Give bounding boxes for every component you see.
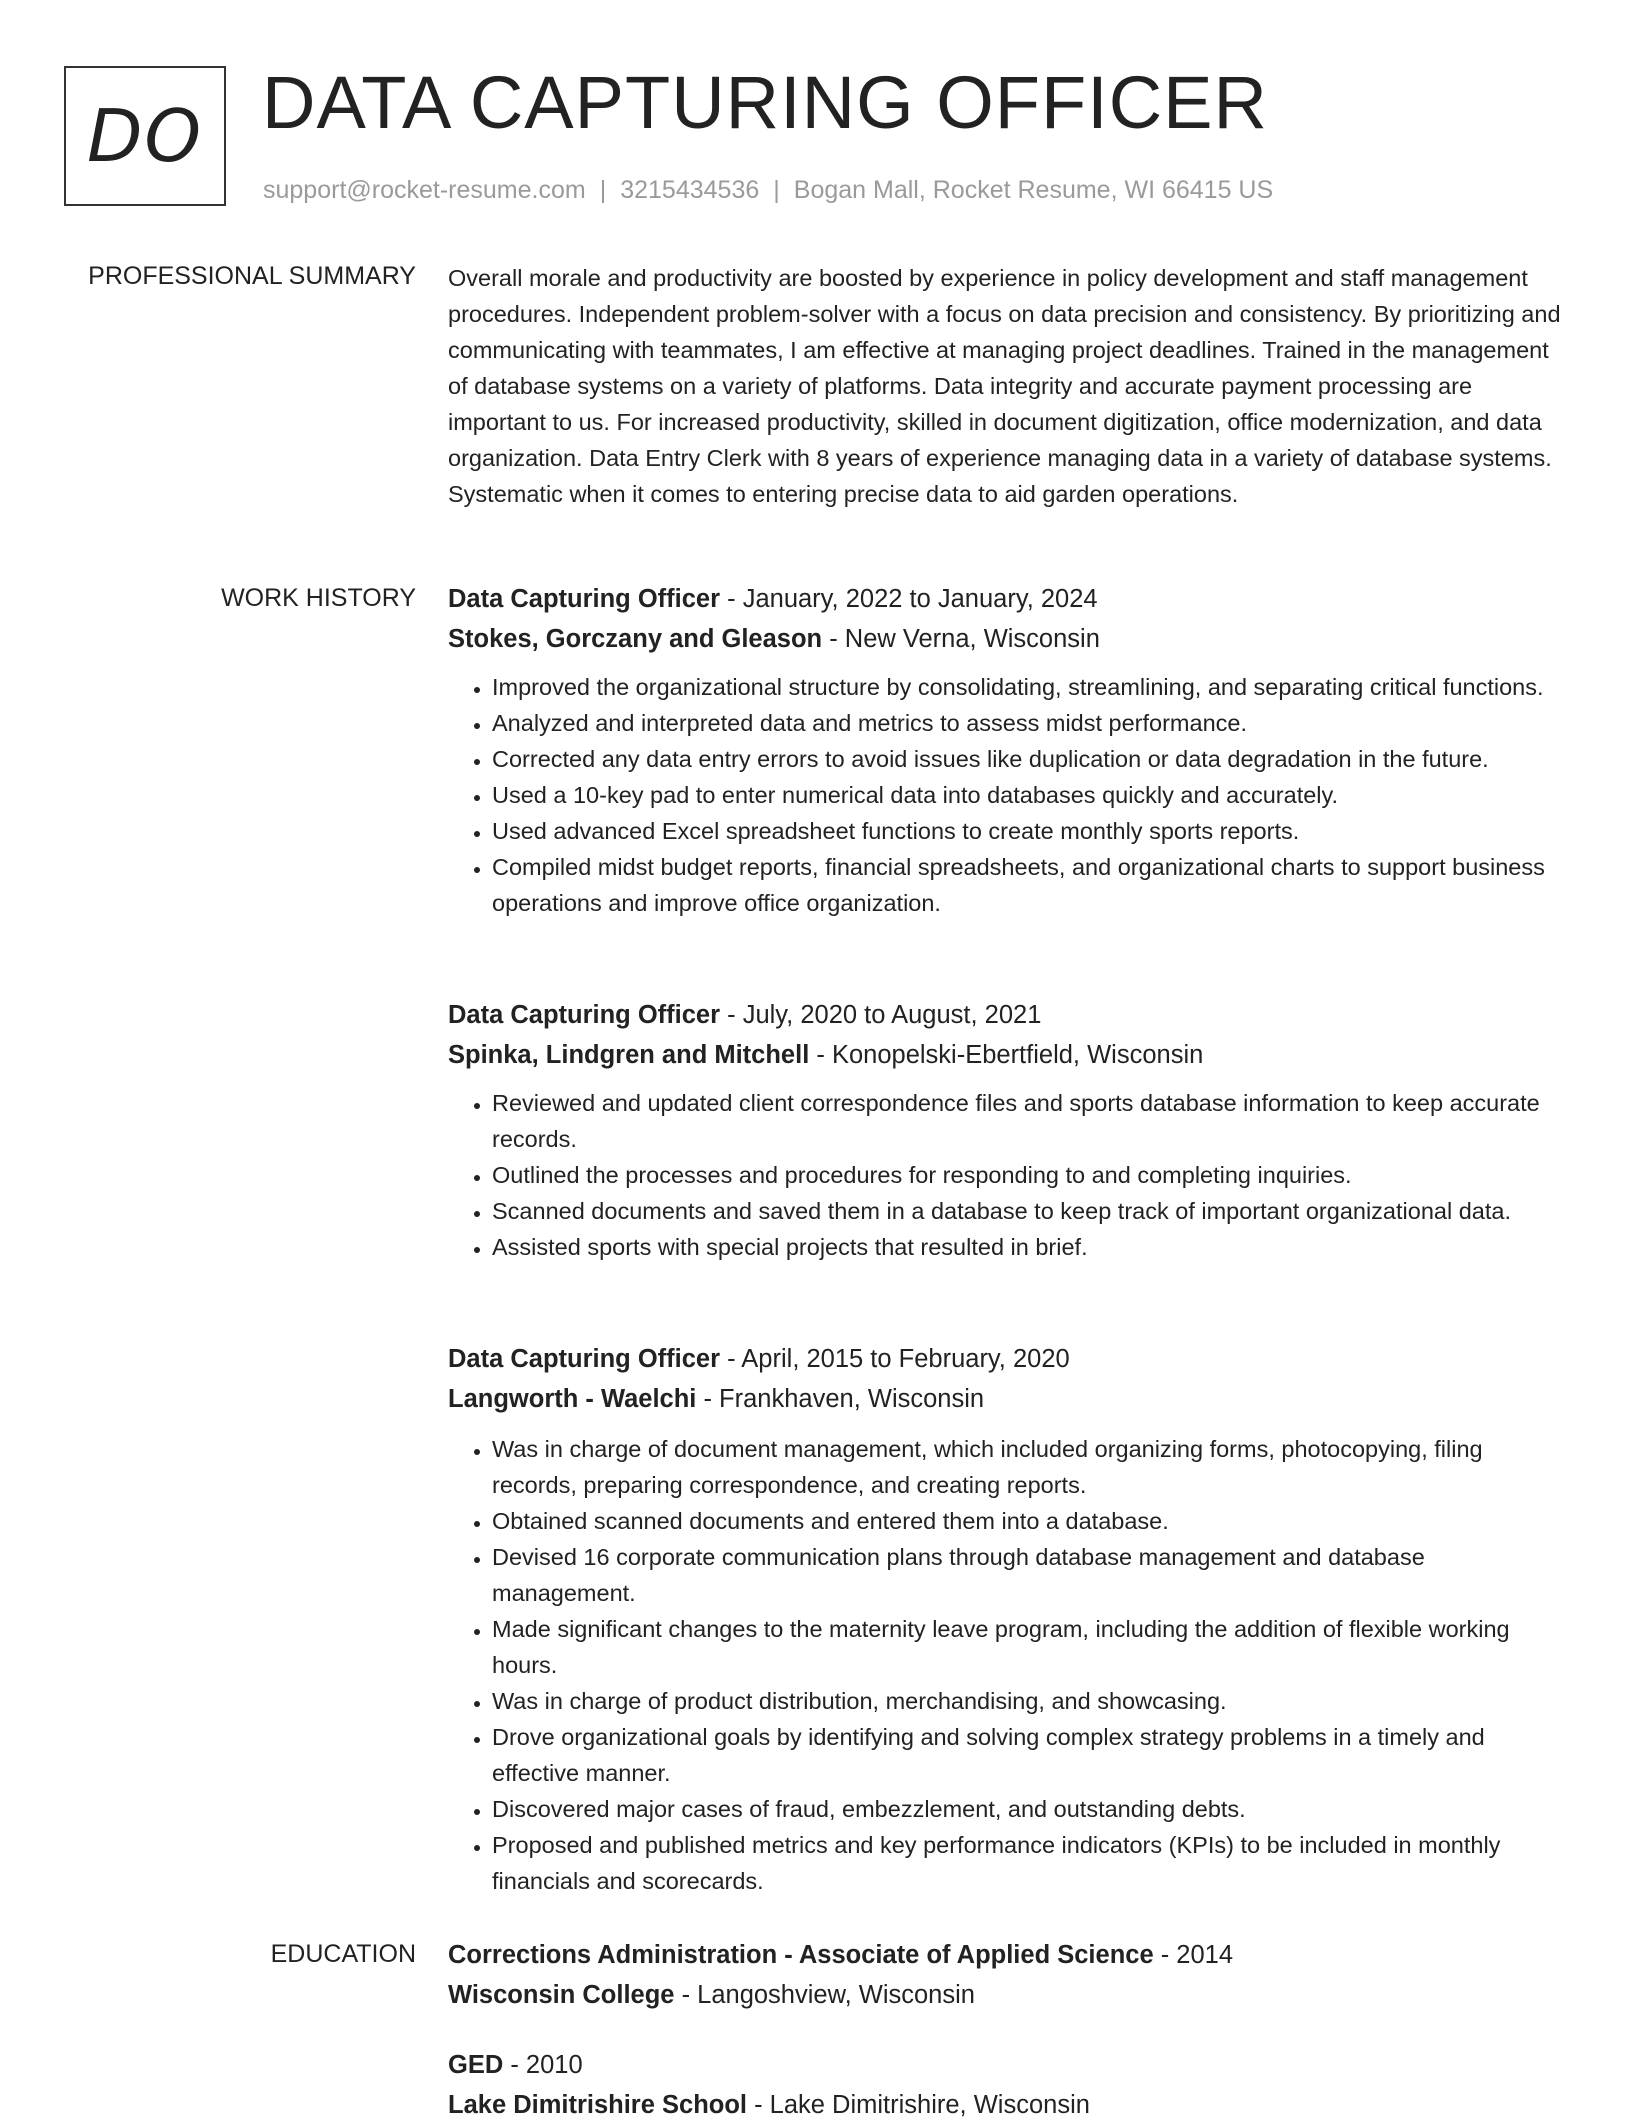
job-bullets	[448, 1085, 1564, 1265]
job-entry	[448, 1339, 1564, 1899]
school-name: Wisconsin College	[448, 1981, 675, 2009]
summary-text: Overall morale and productivity are boosted by experience in policy development and staff management procedures. Independent problem-solver with a focus on data precision and consistency. By prioritizing and communicating with teammates, I am effective at managing project deadlines. Trained in the management of database systems on a variety of platforms. Data integrity and accurate payment processing are important to us. For increased productivity, skilled in document digitization, office modernization, and data organization. Data Entry Clerk with 8 years of experience managing data in a variety of database systems. Systematic when it comes to entering precise data to aid garden operations.	[448, 265, 1561, 507]
education-entry	[448, 1935, 1564, 2015]
job-company-line	[448, 619, 1564, 659]
contact-separator: |	[773, 176, 780, 204]
degree-year: - 2014	[1153, 1941, 1234, 1969]
job-title: Data Capturing Officer	[448, 1345, 721, 1373]
job-bullet: • Used advanced Excel spreadsheet functions to create monthly sports reports.	[492, 813, 1564, 849]
summary-section-label: PROFESSIONAL SUMMARY	[88, 262, 416, 290]
job-bullet: • Scanned documents and saved them in a database to keep track of important organizational data.	[492, 1193, 1564, 1229]
job-bullet: • Analyzed and interpreted data and metrics to assess midst performance.	[492, 705, 1564, 741]
contact-email[interactable]: support@rocket-resume.com	[263, 176, 586, 204]
job-title-line	[448, 579, 1564, 619]
degree-name: GED	[448, 2051, 504, 2079]
job-dates: - July, 2020 to August, 2021	[720, 1001, 1042, 1029]
job-bullet: • Drove organizational goals by identifying and solving complex strategy problems in a timely and effective manner.	[492, 1719, 1564, 1791]
job-location: - Konopelski-Ebertfield, Wisconsin	[809, 1041, 1204, 1069]
education-section-label: EDUCATION	[270, 1940, 416, 1968]
job-bullet: • Was in charge of document management, which included organizing forms, photocopying, filing records, preparing correspondence, and creating reports.	[492, 1431, 1564, 1503]
contact-address: Bogan Mall, Rocket Resume, WI 66415 US	[793, 176, 1274, 204]
job-bullet: • Improved the organizational structure by consolidating, streamlining, and separating critical functions.	[492, 669, 1564, 705]
job-bullet: • Made significant changes to the maternity leave program, including the addition of flexible working hours.	[492, 1611, 1564, 1683]
monogram-logo: DO	[64, 66, 226, 206]
contact-phone[interactable]: 3215434536	[620, 176, 760, 204]
page-title: DATA CAPTURING OFFICER	[262, 61, 1268, 144]
school-line	[448, 1975, 1564, 2015]
job-bullet: • Reviewed and updated client correspondence files and sports database information to keep accurate records.	[492, 1085, 1564, 1157]
degree-line	[448, 2045, 1564, 2085]
job-dates: - April, 2015 to February, 2020	[720, 1345, 1070, 1373]
job-bullet: • Used a 10-key pad to enter numerical data into databases quickly and accurately.	[492, 777, 1564, 813]
job-title-line	[448, 1339, 1564, 1379]
contact-separator: |	[599, 176, 607, 204]
school-name: Lake Dimitrishire School	[448, 2091, 748, 2119]
job-bullet: • Assisted sports with special projects that resulted in brief.	[492, 1229, 1564, 1265]
job-entry	[448, 579, 1564, 921]
degree-line	[448, 1935, 1564, 1975]
job-dates: - January, 2022 to January, 2024	[720, 585, 1098, 613]
job-location: - Frankhaven, Wisconsin	[696, 1385, 985, 1413]
school-location: - Lake Dimitrishire, Wisconsin	[747, 2091, 1090, 2119]
job-title-line	[448, 995, 1564, 1035]
job-title: Data Capturing Officer	[448, 1001, 721, 1029]
degree-year: - 2010	[503, 2051, 583, 2079]
job-company: Stokes, Gorczany and Gleason	[448, 625, 823, 653]
job-bullet: • Was in charge of product distribution, merchandising, and showcasing.	[492, 1683, 1564, 1719]
education-entry	[448, 2045, 1564, 2125]
job-bullet: • Devised 16 corporate communication plans through database management and database management.	[492, 1539, 1564, 1611]
job-entry	[448, 995, 1564, 1265]
work-section-label: WORK HISTORY	[221, 584, 416, 612]
job-bullet: • Discovered major cases of fraud, embezzlement, and outstanding debts.	[492, 1791, 1564, 1827]
job-bullet: • Obtained scanned documents and entered them into a database.	[492, 1503, 1564, 1539]
school-line	[448, 2085, 1564, 2125]
job-bullet: • Corrected any data entry errors to avoid issues like duplication or data degradation in the future.	[492, 741, 1564, 777]
job-title: Data Capturing Officer	[448, 585, 721, 613]
job-company-line	[448, 1035, 1564, 1075]
contact-line	[263, 176, 1273, 205]
school-location: - Langoshview, Wisconsin	[674, 1981, 975, 2009]
job-bullet: • Outlined the processes and procedures for responding to and completing inquiries.	[492, 1157, 1564, 1193]
job-bullet: • Proposed and published metrics and key performance indicators (KPIs) to be included in monthly financials and scorecards.	[492, 1827, 1564, 1899]
job-company: Spinka, Lindgren and Mitchell	[448, 1041, 810, 1069]
job-bullets	[448, 1431, 1564, 1899]
job-company-line	[448, 1379, 1564, 1419]
job-company: Langworth - Waelchi	[448, 1385, 697, 1413]
summary-section	[448, 260, 1564, 512]
job-location: - New Verna, Wisconsin	[822, 625, 1100, 653]
job-bullets	[448, 669, 1564, 921]
job-bullet: • Compiled midst budget reports, financial spreadsheets, and organizational charts to support business operations and improve office organization.	[492, 849, 1564, 921]
degree-name: Corrections Administration - Associate of Applied Science	[448, 1941, 1154, 1969]
